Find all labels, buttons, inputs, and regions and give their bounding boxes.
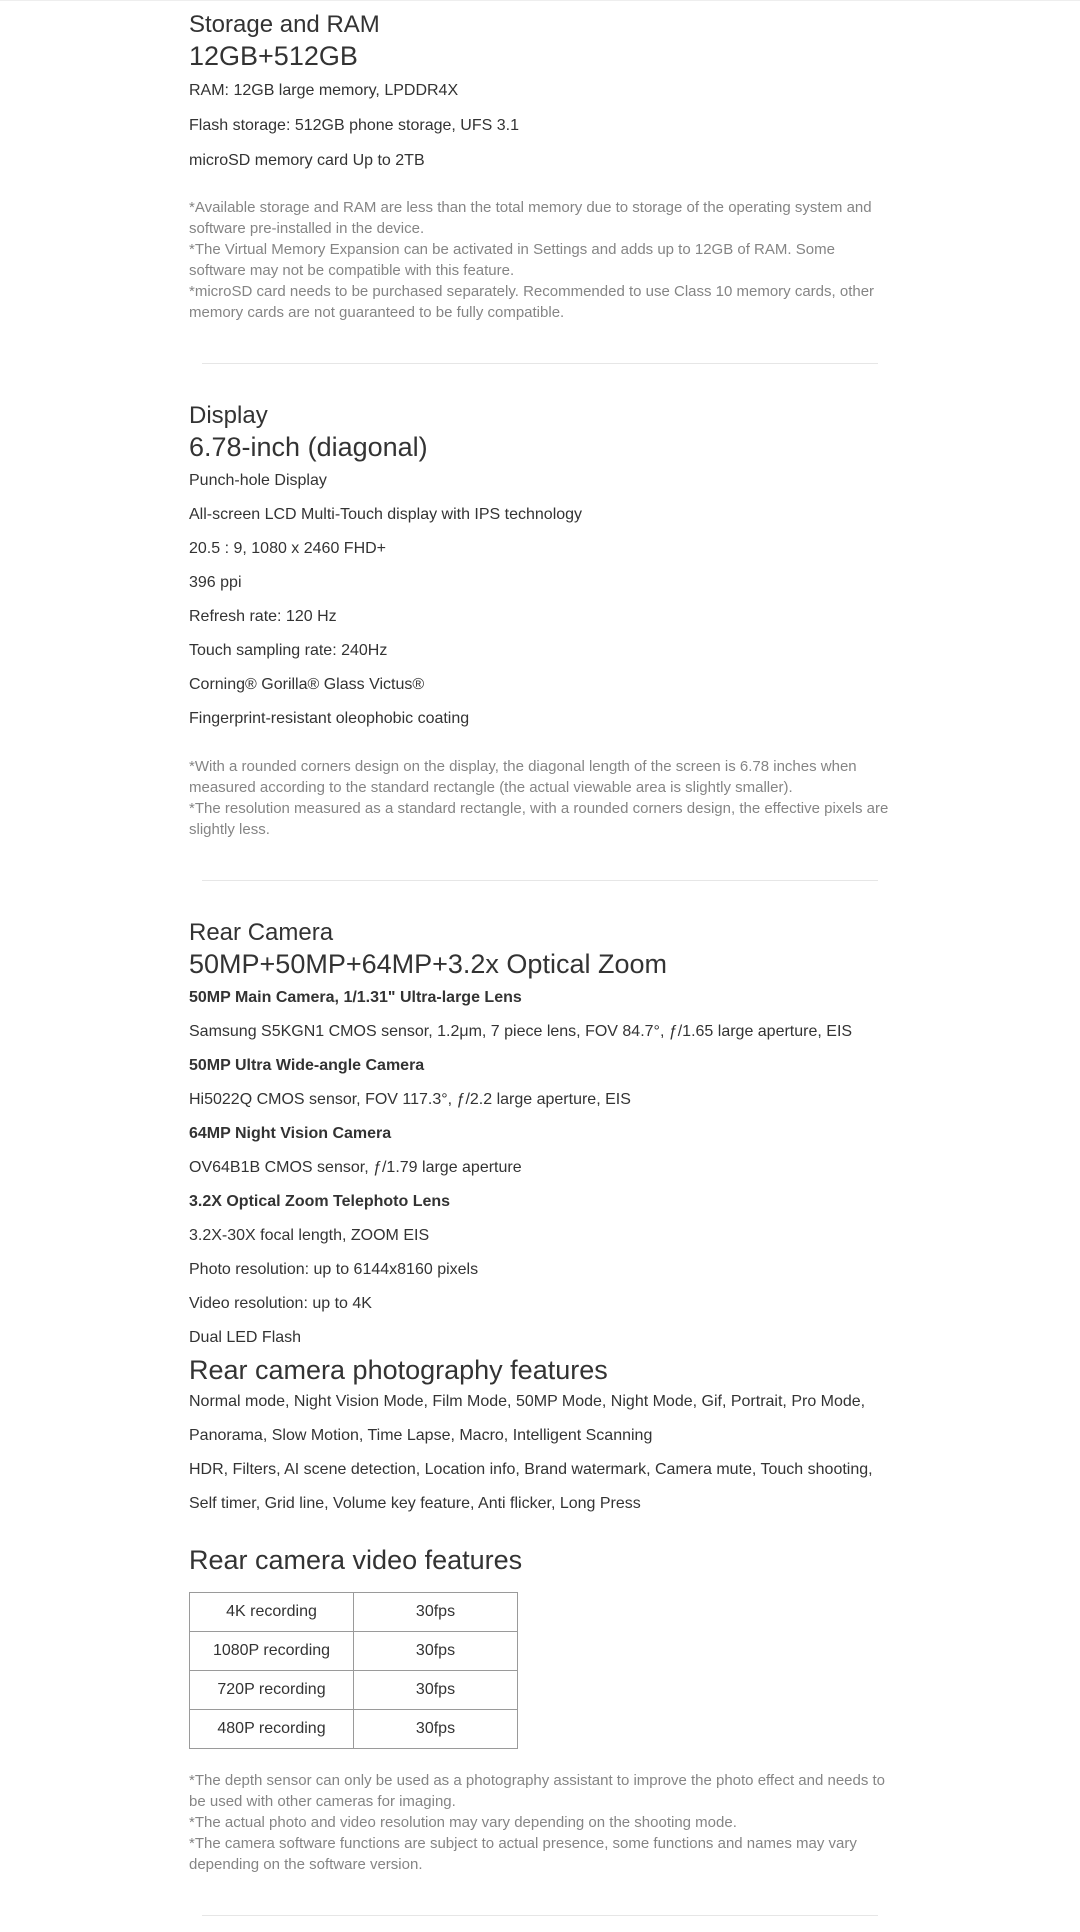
camera-spec: Samsung S5KGN1 CMOS sensor, 1.2μm, 7 piece lens, FOV 84.7°, ƒ/1.65 large aperture, EIS bbox=[189, 1023, 853, 1040]
section-divider bbox=[202, 1915, 878, 1916]
video-fps-cell: 30fps bbox=[354, 1632, 518, 1671]
rear-camera-section bbox=[189, 881, 889, 1348]
video-mode-cell: 480P recording bbox=[190, 1710, 354, 1749]
camera-heading: 50MP Main Camera, 1/1.31" Ultra-large Lens bbox=[189, 989, 522, 1006]
display-spec: Touch sampling rate: 240Hz bbox=[189, 642, 388, 659]
photo-features-section bbox=[189, 1354, 889, 1514]
storage-spec: microSD memory card Up to 2TB bbox=[189, 152, 425, 169]
camera-spec: Dual LED Flash bbox=[189, 1329, 302, 1346]
display-note: *With a rounded corners design on the display, the diagonal length of the screen is 6.78 inches when measured according to the standard rectangle (the actual viewable area is slightly smaller). bbox=[189, 758, 857, 796]
table-row bbox=[190, 1593, 518, 1632]
camera-heading: 64MP Night Vision Camera bbox=[189, 1125, 392, 1142]
video-features-table bbox=[189, 1592, 518, 1749]
storage-note: *microSD card needs to be purchased separately. Recommended to use Class 10 memory cards, other memory cards are not guaranteed to be fully compatible. bbox=[189, 283, 875, 321]
table-row bbox=[190, 1632, 518, 1671]
display-spec: 396 ppi bbox=[189, 574, 242, 591]
camera-spec: Video resolution: up to 4K bbox=[189, 1295, 372, 1312]
display-spec: 20.5 : 9, 1080 x 2460 FHD+ bbox=[189, 540, 387, 557]
storage-spec: Flash storage: 512GB phone storage, UFS 3.1 bbox=[189, 117, 519, 134]
camera-note: *The depth sensor can only be used as a photography assistant to improve the photo effect and needs to be used with other cameras for imaging. bbox=[189, 1772, 886, 1810]
display-spec: Punch-hole Display bbox=[189, 472, 327, 489]
camera-spec: Photo resolution: up to 6144x8160 pixels bbox=[189, 1261, 479, 1278]
photo-feature-line: HDR, Filters, AI scene detection, Location info, Brand watermark, Camera mute, Touch shooting, bbox=[189, 1461, 873, 1478]
photo-feature-line: Self timer, Grid line, Volume key feature, Anti flicker, Long Press bbox=[189, 1495, 641, 1512]
photo-feature-line: Normal mode, Night Vision Mode, Film Mode, 50MP Mode, Night Mode, Gif, Portrait, Pro Mode, bbox=[189, 1393, 866, 1410]
display-note: *The resolution measured as a standard rectangle, with a rounded corners design, the effective pixels are slightly less. bbox=[189, 800, 889, 838]
video-fps-cell: 30fps bbox=[354, 1593, 518, 1632]
video-features-title: Rear camera video features bbox=[189, 1545, 523, 1575]
storage-section bbox=[189, 0, 889, 323]
video-features-section bbox=[189, 1544, 889, 1875]
camera-spec: OV64B1B CMOS sensor, ƒ/1.79 large aperture bbox=[189, 1159, 522, 1176]
video-fps-cell: 30fps bbox=[354, 1671, 518, 1710]
camera-heading: 50MP Ultra Wide-angle Camera bbox=[189, 1057, 425, 1074]
camera-note: *The actual photo and video resolution may vary depending on the shooting mode. bbox=[189, 1814, 737, 1831]
camera-spec: Hi5022Q CMOS sensor, FOV 117.3°, ƒ/2.2 large aperture, EIS bbox=[189, 1091, 631, 1108]
display-section bbox=[189, 364, 889, 840]
display-spec: Fingerprint-resistant oleophobic coating bbox=[189, 710, 470, 727]
storage-title: Storage and RAM bbox=[189, 11, 380, 38]
spec-content bbox=[189, 0, 889, 1916]
storage-note: *Available storage and RAM are less than the total memory due to storage of the operating system and software pre-installed in the device. bbox=[189, 199, 872, 237]
display-title: Display bbox=[189, 402, 268, 429]
video-mode-cell: 4K recording bbox=[190, 1593, 354, 1632]
rear-camera-subtitle: 50MP+50MP+64MP+3.2x Optical Zoom bbox=[189, 949, 667, 979]
photo-feature-line: Panorama, Slow Motion, Time Lapse, Macro, Intelligent Scanning bbox=[189, 1427, 653, 1444]
storage-spec: RAM: 12GB large memory, LPDDR4X bbox=[189, 82, 459, 99]
display-spec: Corning® Gorilla® Glass Victus® bbox=[189, 676, 425, 693]
display-subtitle: 6.78-inch (diagonal) bbox=[189, 432, 428, 462]
display-spec: All-screen LCD Multi-Touch display with IPS technology bbox=[189, 506, 583, 523]
storage-note: *The Virtual Memory Expansion can be activated in Settings and adds up to 12GB of RAM. Some software may not be compatible with this feature. bbox=[189, 241, 835, 279]
camera-heading: 3.2X Optical Zoom Telephoto Lens bbox=[189, 1193, 451, 1210]
video-mode-cell: 720P recording bbox=[190, 1671, 354, 1710]
camera-note: *The camera software functions are subject to actual presence, some functions and names may vary depending on the software version. bbox=[189, 1835, 857, 1873]
video-fps-cell: 30fps bbox=[354, 1710, 518, 1749]
display-spec: Refresh rate: 120 Hz bbox=[189, 608, 337, 625]
video-mode-cell: 1080P recording bbox=[190, 1632, 354, 1671]
table-row bbox=[190, 1671, 518, 1710]
camera-spec: 3.2X-30X focal length, ZOOM EIS bbox=[189, 1227, 430, 1244]
photo-features-title: Rear camera photography features bbox=[189, 1355, 608, 1385]
table-row bbox=[190, 1710, 518, 1749]
storage-subtitle: 12GB+512GB bbox=[189, 41, 358, 71]
rear-camera-title: Rear Camera bbox=[189, 919, 334, 946]
